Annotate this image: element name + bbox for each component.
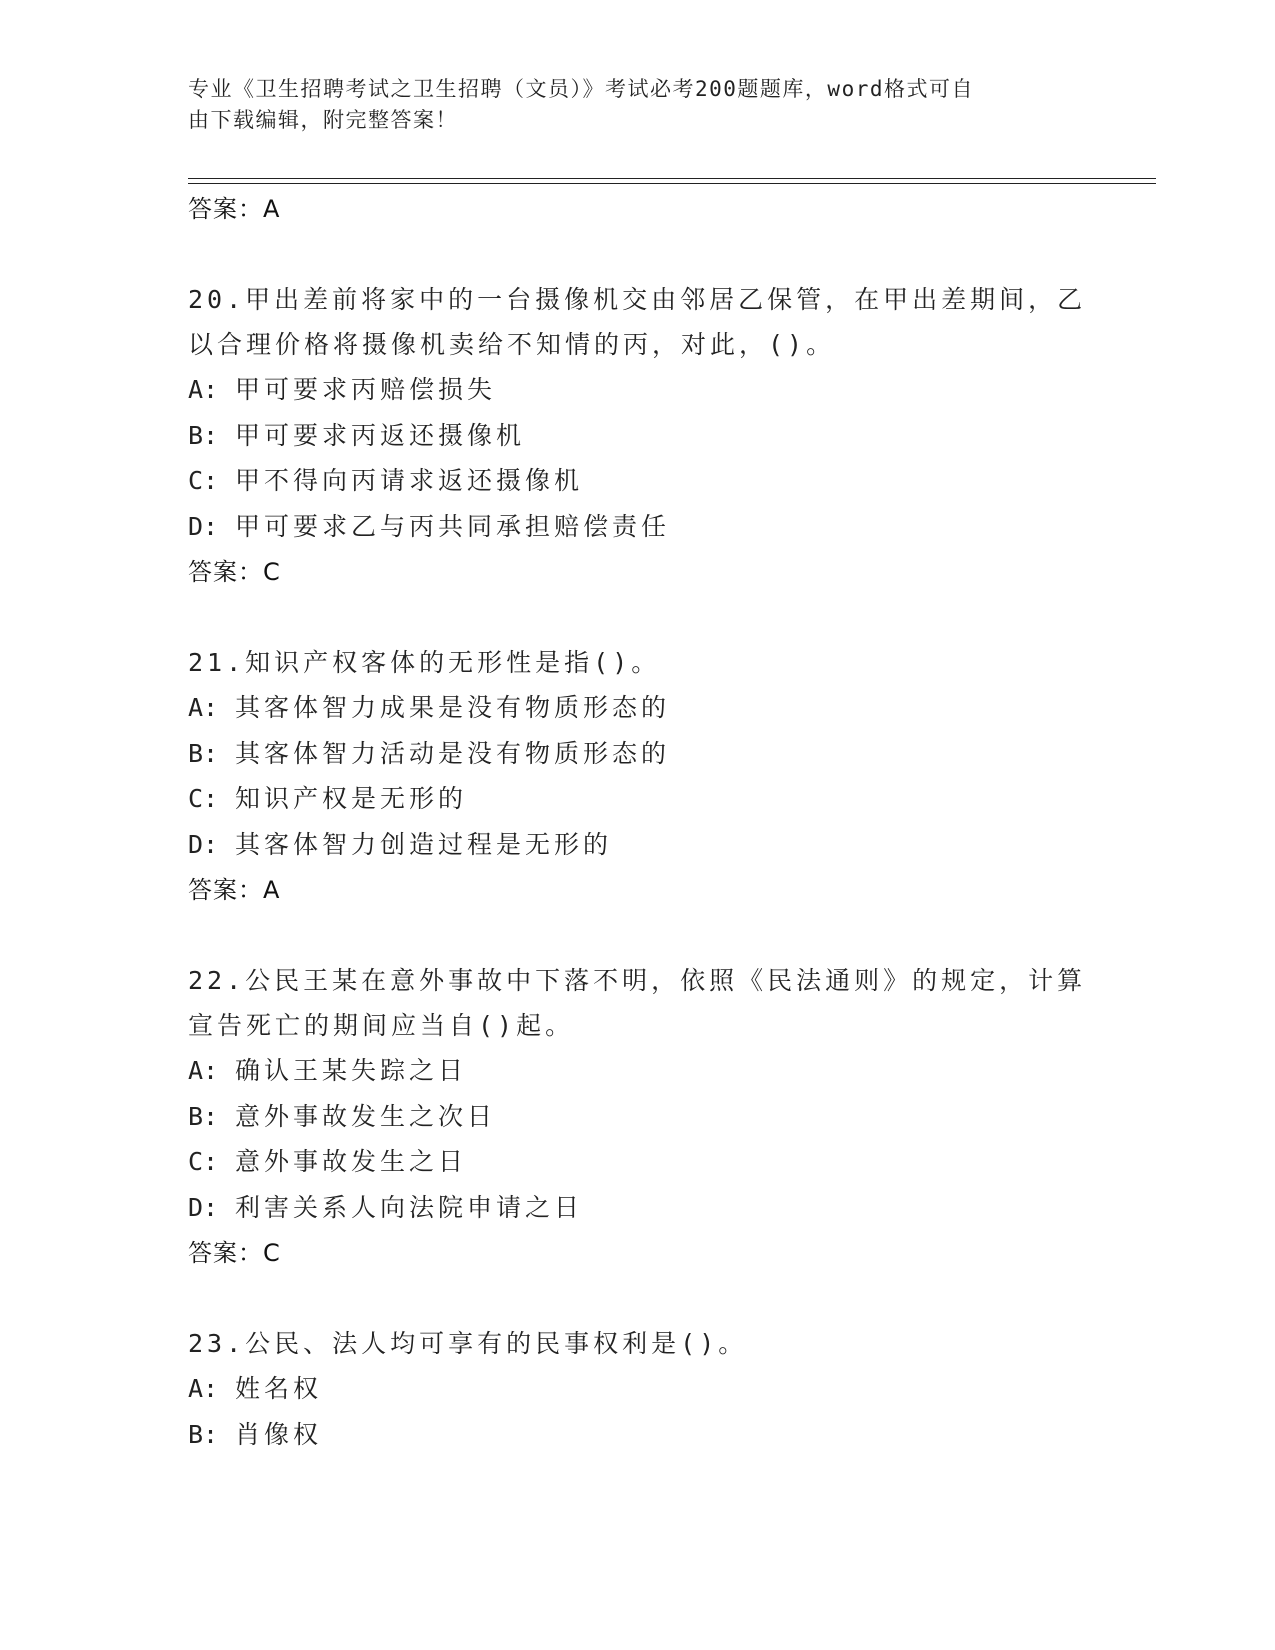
option-text: 确认王某失踪之日 xyxy=(235,1056,468,1085)
question-block xyxy=(188,277,1088,595)
option-item xyxy=(188,776,1088,822)
question-stem: 23.公民、法人均可享有的民事权利是()。 xyxy=(188,1329,748,1358)
option-letter: C: xyxy=(188,466,219,495)
option-letter: B: xyxy=(188,738,219,768)
option-text: 其客体智力活动是没有物质形态的 xyxy=(235,738,671,768)
option-letter: B: xyxy=(188,1101,219,1131)
spacer xyxy=(188,1276,1088,1321)
answer-label: 答案：C xyxy=(188,558,281,586)
option-letter: D: xyxy=(188,511,219,541)
option-item xyxy=(188,1366,1088,1412)
answer-label: 答案：C xyxy=(188,1239,281,1267)
option-item xyxy=(188,731,1088,777)
option-letter: C: xyxy=(188,784,219,813)
spacer xyxy=(188,232,1088,277)
option-item xyxy=(188,685,1088,731)
option-text: 意外事故发生之次日 xyxy=(235,1101,497,1131)
question-block xyxy=(188,640,1088,913)
option-letter: A: xyxy=(188,1056,219,1085)
question-list xyxy=(188,186,1088,1457)
question-stem: 21.知识产权客体的无形性是指()。 xyxy=(188,648,661,677)
option-text: 姓名权 xyxy=(235,1374,323,1403)
option-item xyxy=(188,413,1088,459)
question-stem: 宣告死亡的期间应当自()起。 xyxy=(188,1011,575,1040)
option-letter: A: xyxy=(188,1374,219,1403)
option-letter: B: xyxy=(188,420,219,450)
question-stem: 20.甲出差前将家中的一台摄像机交由邻居乙保管，在甲出差期间，乙 xyxy=(188,285,1087,314)
spacer xyxy=(188,913,1088,958)
answer-label: 答案：A xyxy=(188,876,281,904)
option-letter: B: xyxy=(188,1419,219,1449)
question-block xyxy=(188,958,1088,1276)
option-item xyxy=(188,367,1088,413)
option-text: 其客体智力创造过程是无形的 xyxy=(235,829,613,859)
option-item xyxy=(188,1048,1088,1094)
option-text: 甲可要求乙与丙共同承担赔偿责任 xyxy=(235,511,671,541)
option-item xyxy=(188,1139,1088,1185)
question-stem: 以合理价格将摄像机卖给不知情的丙，对此，()。 xyxy=(188,330,836,359)
option-letter: D: xyxy=(188,829,219,859)
spacer xyxy=(188,595,1088,640)
document-header xyxy=(188,74,1088,136)
option-letter: D: xyxy=(188,1192,219,1222)
header-line-2: 由下载编辑，附完整答案！ xyxy=(188,108,458,132)
option-item xyxy=(188,1094,1088,1140)
option-text: 知识产权是无形的 xyxy=(235,784,468,813)
header-line-1: 专业《卫生招聘考试之卫生招聘（文员）》考试必考200题题库，word格式可自 xyxy=(188,77,974,101)
option-item xyxy=(188,1412,1088,1458)
option-text: 利害关系人向法院申请之日 xyxy=(235,1192,584,1222)
option-letter: C: xyxy=(188,1147,219,1176)
option-letter: A: xyxy=(188,375,219,404)
option-item xyxy=(188,458,1088,504)
header-rule-top xyxy=(188,178,1156,179)
option-letter: A: xyxy=(188,693,219,722)
option-text: 甲可要求丙赔偿损失 xyxy=(235,375,497,404)
option-text: 甲不得向丙请求返还摄像机 xyxy=(235,466,584,495)
answer-label: 答案：A xyxy=(188,195,281,223)
option-text: 肖像权 xyxy=(235,1419,323,1449)
header-rule-bottom xyxy=(188,183,1156,184)
option-text: 意外事故发生之日 xyxy=(235,1147,468,1176)
option-text: 其客体智力成果是没有物质形态的 xyxy=(235,693,671,722)
question-stem: 22.公民王某在意外事故中下落不明，依照《民法通则》的规定，计算 xyxy=(188,966,1087,995)
option-text: 甲可要求丙返还摄像机 xyxy=(235,420,526,450)
question-block xyxy=(188,1321,1088,1457)
option-item xyxy=(188,822,1088,868)
option-item xyxy=(188,1185,1088,1231)
option-item xyxy=(188,504,1088,550)
